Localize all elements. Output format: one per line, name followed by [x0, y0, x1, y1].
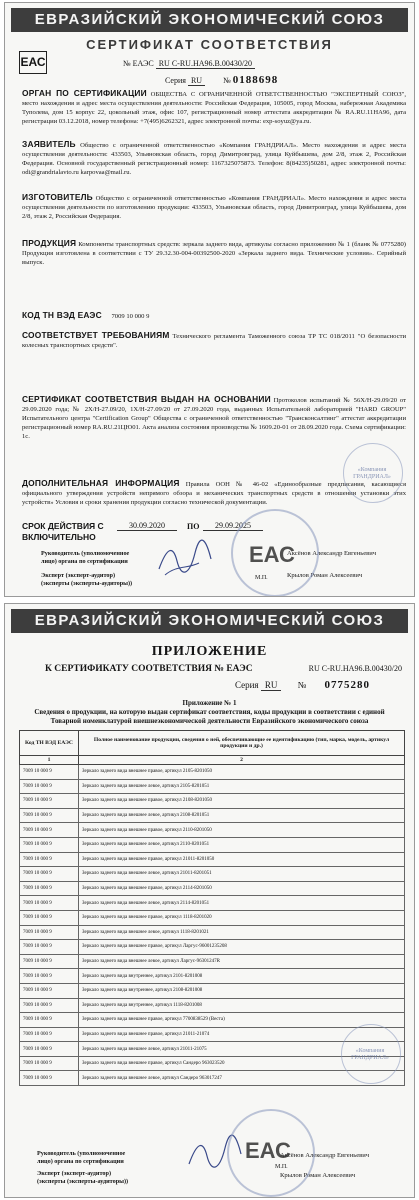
- manufacturer-text: Общество с ограниченной ответственностью «Компания ГРАНДРИАЛ». Место нахождения и адрес места осуществления деятельности по изготовлению продукции: 433503, Ульяновская область, город Димитровград, улица Куйбышева, дом 2/8, этаж 2, Российская Федерация.: [22, 195, 406, 220]
- seal-eac-logo: ЕАС: [245, 1138, 291, 1163]
- series-label: Серия: [235, 680, 259, 690]
- serial-number: 0188698: [232, 74, 279, 86]
- mp-label: М.П.: [275, 1164, 288, 1170]
- row-code: 7009 10 000 9: [20, 983, 79, 998]
- expert-label: [41, 572, 132, 587]
- series-value: RU: [261, 680, 282, 691]
- appendix-label: Приложение № 1: [182, 699, 237, 707]
- row-code: 7009 10 000 9: [20, 881, 79, 896]
- eac-logo: ЕАС: [19, 51, 47, 74]
- head-name: Аксёнов Александр Евгеньевич: [280, 1152, 370, 1159]
- number-label: № ЕАЭС: [123, 59, 154, 68]
- row-code: 7009 10 000 9: [20, 954, 79, 969]
- column-number-2: 2: [79, 756, 405, 765]
- requirements-text: Технического регламента Таможенного союза ТР ТС 018/2011 "О безопасности колесных транспортных средств".: [22, 333, 406, 349]
- row-code: 7009 10 000 9: [20, 823, 79, 838]
- row-description: Зеркало заднего вида внешнее правое, артикул 21011-21074: [79, 1027, 405, 1042]
- validity-from-label: СРОК ДЕЙСТВИЯ С: [22, 521, 104, 531]
- row-description: Зеркало заднего вида внешнее левое, артикул 2105-8201051: [79, 779, 405, 794]
- union-banner: ЕВРАЗИЙСКИЙ ЭКОНОМИЧЕСКИЙ СОЮЗ: [11, 8, 408, 32]
- requirements-section: [22, 331, 406, 350]
- series-label: Серия: [165, 76, 186, 85]
- company-stamp-text: «Компания ГРАНДРИАЛ»: [353, 467, 391, 480]
- validity-inclusive-label: ВКЛЮЧИТЕЛЬНО: [22, 532, 96, 542]
- organ-heading: ОРГАН ПО СЕРТИФИКАЦИИ: [22, 88, 147, 98]
- table-row: [20, 837, 405, 852]
- code-value: 7009 10 000 9: [111, 313, 150, 320]
- appendix-title: ПРИЛОЖЕНИЕ: [151, 644, 268, 659]
- column-header-code: Код ТН ВЭД ЕАЭС: [20, 731, 79, 756]
- row-description: Зеркало заднего вида внешнее левое, артикул 2114-8201051: [79, 896, 405, 911]
- table-row: [20, 794, 405, 809]
- product-section: [22, 239, 406, 267]
- applicant-heading: ЗАЯВИТЕЛЬ: [22, 139, 76, 149]
- table-row: [20, 925, 405, 940]
- row-description: Зеркало заднего вида внешнее левое, артикул 1118-8201021: [79, 925, 405, 940]
- basis-heading: СЕРТИФИКАТ СООТВЕТСТВИЯ ВЫДАН НА ОСНОВАНИИ: [22, 394, 271, 404]
- row-description: Зеркало заднего вида внешнее левое, артикул Ларгус-96301247R: [79, 954, 405, 969]
- table-row: [20, 881, 405, 896]
- row-description: Зеркало заднего вида внутреннее, артикул 2101-8201008: [79, 969, 405, 984]
- appendix-subtitle: К СЕРТИФИКАТУ СООТВЕТСТВИЯ № ЕАЭС: [45, 664, 253, 674]
- extra-info-heading: ДОПОЛНИТЕЛЬНАЯ ИНФОРМАЦИЯ: [22, 478, 180, 488]
- basis-text: Протоколов испытаний № 56Х/Н-29.09/20 от 29.09.2020 года; № 2Х/Н-27.09/20, 1Х/Н-27.09/20 от 27.09.2020 года, выданных Испытательной лабораторией "HARD GROUP" Испытательного центра "Certification Group" Общества с ограниченной ответственностью "Трансконсалтинг" аттестат аккредитации регистрационный номер RA.RU.21ЦЮ01. Акта анализа состояния производства № 1609.20-01 от 28.09.2020 года. Схема сертификации: 1с.: [22, 397, 406, 440]
- appendix-desc-2: Товарной номенклатурой внешнеэкономической деятельности Евразийского экономического союза: [50, 717, 369, 725]
- table-row: [20, 1071, 405, 1086]
- serial-label: №: [297, 680, 307, 690]
- applicant-section: [22, 140, 406, 177]
- table-row: [20, 823, 405, 838]
- mp-label: М.П.: [255, 575, 268, 581]
- requirements-heading: СООТВЕТСТВУЕТ ТРЕБОВАНИЯМ: [22, 330, 170, 340]
- row-code: 7009 10 000 9: [20, 969, 79, 984]
- row-code: 7009 10 000 9: [20, 837, 79, 852]
- expert-label: [37, 1170, 128, 1185]
- manufacturer-heading: ИЗГОТОВИТЕЛЬ: [22, 192, 93, 202]
- row-code: 7009 10 000 9: [20, 867, 79, 882]
- table-row: [20, 969, 405, 984]
- expert-name: Крылов Роман Алексеевич: [280, 1172, 356, 1179]
- appendix-cert-number: RU С-RU.НА96.В.00430/20: [308, 664, 402, 673]
- code-section: [22, 311, 406, 321]
- table-row: [20, 983, 405, 998]
- row-description: Зеркало заднего вида внешнее правое, артикул 2105-8201050: [79, 765, 405, 780]
- number-value: RU С-RU.НА96.В.00430/20: [156, 59, 255, 69]
- appendix-heading: [5, 699, 414, 726]
- head-name: Аксёнов Александр Евгеньевич: [287, 550, 377, 557]
- expert-label-line2: (эксперты (эксперты-аудиторы)): [37, 1177, 129, 1185]
- table-row: [20, 1013, 405, 1028]
- head-label-line1: Руководитель (уполномоченное: [41, 550, 130, 557]
- serial-number: 0775280: [324, 679, 370, 691]
- row-code: 7009 10 000 9: [20, 779, 79, 794]
- appendix-page: [4, 603, 415, 1198]
- appendix-desc-1: Сведения о продукции, на которую выдан сертификат соответствия, коды продукции в соответствии с единой: [34, 708, 385, 716]
- column-header-description: Полное наименование продукции, сведения о ней, обеспечивающие ее идентификацию (тип, марка, модель, артикул продукции и др.): [79, 731, 405, 756]
- table-row: [20, 808, 405, 823]
- manufacturer-section: [22, 193, 406, 221]
- row-description: Зеркало заднего вида внешнее правое, артикул 2114-8201050: [79, 881, 405, 896]
- row-code: 7009 10 000 9: [20, 1056, 79, 1071]
- product-text: Компоненты транспортных средств: зеркала заднего вида, артикулы согласно приложению № 1 (бланк № 0775280) Продукция изготовлена в соответствии с ТУ 29.32.30-004-00392500-2020 «Зеркала заднего вида. Технические условия». Серийный выпуск.: [22, 241, 406, 266]
- head-label-line2: лицо) органа по сертификации: [37, 1157, 124, 1165]
- row-code: 7009 10 000 9: [20, 1042, 79, 1057]
- column-number-1: 1: [20, 756, 79, 765]
- basis-section: [22, 395, 406, 441]
- row-code: 7009 10 000 9: [20, 910, 79, 925]
- row-code: 7009 10 000 9: [20, 998, 79, 1013]
- product-heading: ПРОДУКЦИЯ: [22, 238, 77, 248]
- expert-label-line1: Эксперт (эксперт-аудитор): [37, 1170, 112, 1177]
- signature-icon: [155, 539, 215, 581]
- row-description: Зеркало заднего вида внешнее правое, артикул 21011-8201050: [79, 852, 405, 867]
- row-description: Зеркало заднего вида внешнее правое, артикул 7700838529 (Веста): [79, 1013, 405, 1028]
- expert-label-line2: (эксперты (эксперты-аудиторы)): [41, 579, 133, 587]
- certificate-page: [4, 2, 415, 597]
- appendix-series: [235, 679, 370, 691]
- validity-to-date: 29.09.2025: [203, 521, 263, 531]
- row-description: Зеркало заднего вида внешнее правое, артикул 2108-8201050: [79, 794, 405, 809]
- head-label: [37, 1150, 125, 1165]
- products-table: [19, 730, 405, 1086]
- row-description: Зеркало заднего вида внешнее левое, артикул 21011-21075: [79, 1042, 405, 1057]
- certificate-title: СЕРТИФИКАТ СООТВЕТСТВИЯ: [86, 37, 333, 52]
- row-code: 7009 10 000 9: [20, 940, 79, 955]
- code-heading: КОД ТН ВЭД ЕАЭС: [22, 310, 102, 320]
- validity-heading: [22, 521, 104, 543]
- head-label: [41, 550, 129, 565]
- row-description: Зеркало заднего вида внешнее правое, артикул 1118-8201020: [79, 910, 405, 925]
- row-description: Зеркало заднего вида внешнее левое, артикул 2110-8201051: [79, 837, 405, 852]
- validity-to-label: ПО: [187, 522, 200, 531]
- row-description: Зеркало заднего вида внешнее правое, артикул Сандеро 963023520: [79, 1056, 405, 1071]
- series-line: [165, 74, 278, 86]
- expert-name: Крылов Роман Алексеевич: [287, 572, 363, 579]
- series-value: RU: [188, 76, 205, 86]
- table-row: [20, 954, 405, 969]
- expert-label-line1: Эксперт (эксперт-аудитор): [41, 572, 116, 579]
- serial-label: №: [223, 76, 231, 85]
- row-code: 7009 10 000 9: [20, 794, 79, 809]
- table-row: [20, 896, 405, 911]
- row-description: Зеркало заднего вида внутреннее, артикул 1118-8201008: [79, 998, 405, 1013]
- row-description: Зеркало заднего вида внешнее левое, артикул 2108-8201051: [79, 808, 405, 823]
- table-row: [20, 779, 405, 794]
- row-description: Зеркало заднего вида внешнее правое, артикул 2110-8201050: [79, 823, 405, 838]
- head-label-line1: Руководитель (уполномоченное: [37, 1150, 126, 1157]
- validity-from-date: 30.09.2020: [117, 521, 177, 531]
- row-description: Зеркало заднего вида внешнее левое, артикул Сандеро 963017247: [79, 1071, 405, 1086]
- extra-info-text: Правила ООН № 46-02 «Единообразные предписания, касающиеся официального утверждения устройств непрямого обзора и механических транспортных средств в отношении установки этих устройств» Условия и сроки хранения продукции согласно технической документации.: [22, 481, 407, 506]
- row-code: 7009 10 000 9: [20, 1071, 79, 1086]
- row-code: 7009 10 000 9: [20, 1027, 79, 1042]
- table-row: [20, 852, 405, 867]
- certificate-number: [123, 59, 255, 68]
- row-description: Зеркало заднего вида внешнее правое, артикул Ларгус-96001235208: [79, 940, 405, 955]
- table-row: [20, 765, 405, 780]
- row-code: 7009 10 000 9: [20, 896, 79, 911]
- table-row: [20, 998, 405, 1013]
- applicant-text: Общество с ограниченной ответственностью «Компания ГРАНДРИАЛ». Место нахождения и адрес места осуществления деятельности: 433503, Ульяновская область, город Димитровград, улица Куйбышева, дом 2/8, этаж 2, Российская Федерация. Основной государственный регистрационный номер: 1167325075873. Телефон: 8(84235)50281, адрес электронной почты: odi@grandrialavto.ru karpovaa@mail.ru.: [22, 142, 406, 176]
- row-code: 7009 10 000 9: [20, 765, 79, 780]
- table-row: [20, 910, 405, 925]
- row-code: 7009 10 000 9: [20, 1013, 79, 1028]
- table-row: [20, 940, 405, 955]
- row-description: Зеркало заднего вида внешнее левое, артикул 21011-8201051: [79, 867, 405, 882]
- row-code: 7009 10 000 9: [20, 808, 79, 823]
- head-label-line2: лицо) органа по сертификации: [41, 557, 128, 565]
- row-code: 7009 10 000 9: [20, 852, 79, 867]
- row-description: Зеркало заднего вида внутреннее, артикул 2108-8201008: [79, 983, 405, 998]
- union-banner: ЕВРАЗИЙСКИЙ ЭКОНОМИЧЕСКИЙ СОЮЗ: [11, 609, 408, 633]
- organ-text: ОБЩЕСТВА С ОГРАНИЧЕННОЙ ОТВЕТСТВЕННОСТЬЮ "ЭКСПЕРТНЫЙ СОЮЗ", место нахождения и адрес места осуществления деятельности: Российская Федерация, 105005, город Москва, набережная Академика Туполева, дом 15 корпус 22, цокольный этаж, офис 107, регистрационный номер аттестата аккредитации № RA.RU.11НА96, дата регистрации 03.12.2018, номер телефона: +7(495)6262321, адрес электронной почты: exp-soyuz@ya.ru.: [22, 91, 406, 125]
- company-stamp-text: «Компания ГРАНДРИАЛ»: [351, 1048, 389, 1061]
- seal-eac-logo: ЕАС: [249, 542, 295, 567]
- table-row: [20, 867, 405, 882]
- organ-section: [22, 89, 406, 126]
- row-code: 7009 10 000 9: [20, 925, 79, 940]
